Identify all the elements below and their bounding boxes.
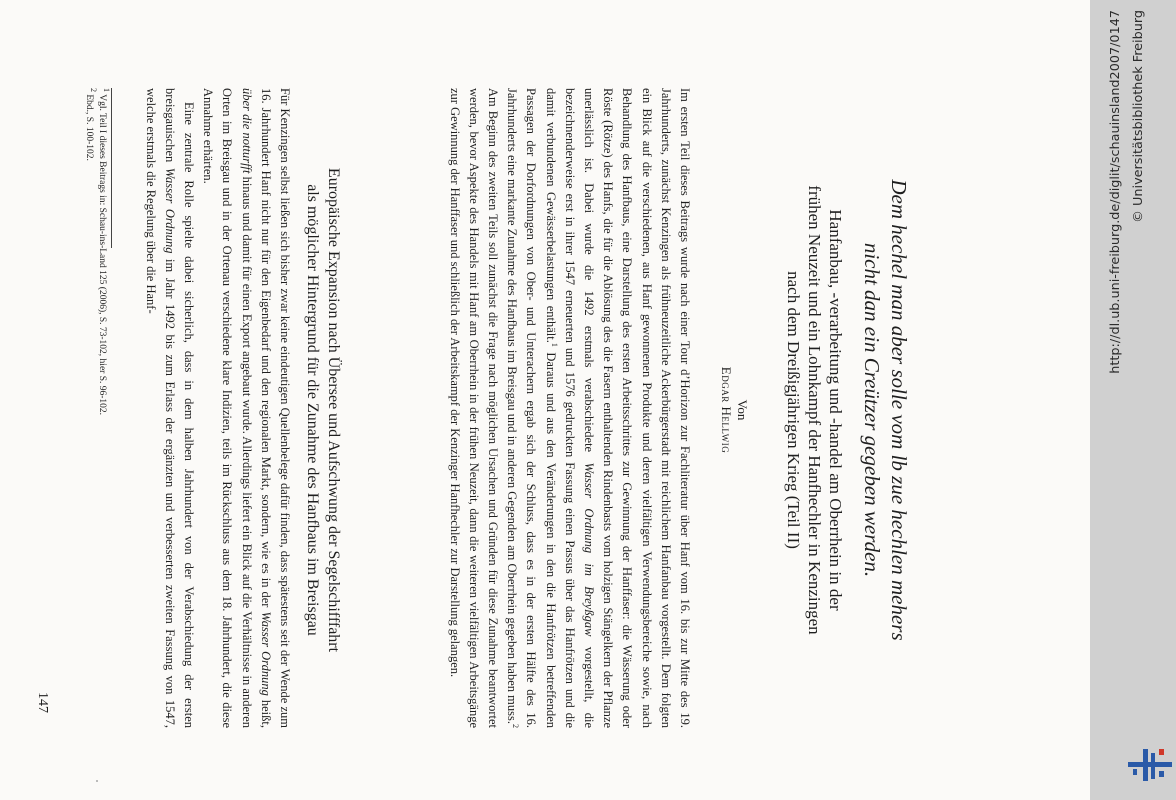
footnote-text: Ebd., S. 100-102. bbox=[84, 94, 95, 161]
library-margin bbox=[1090, 0, 1176, 800]
paragraph-text: Daraus und aus den Veränderungen in den die Hanfrötzen betreffenden Passagen der Dorfordnungen von Ober- und Unterachern ergab sich der Schluss, dass es in der ersten Hälfte des 16. Jahrhunderts eine markante Zunahme des Hanfbaus im Breisgau und in anderen Gegenden am Oberrhein gegeben haben muss. bbox=[505, 88, 558, 728]
footnote-marker: 2 bbox=[511, 724, 521, 728]
footnote-divider bbox=[111, 88, 112, 248]
paragraph-text: Eine zentrale Rolle spielte dabei sicherlich, dass in dem halben Jahrhundert von der Verabschiedung der ersten breisgauischen bbox=[162, 88, 196, 728]
footnote-marker: 1 bbox=[549, 342, 559, 347]
footnote-number: 1 bbox=[102, 88, 112, 92]
footnote-text: Vgl. Teil I dieses Beitrags in: Schau-ins-Land 125 (2006), S. 73-102, hier S. 96-102. bbox=[97, 94, 107, 416]
footnote-number: 2 bbox=[89, 88, 99, 92]
paragraph-text: vorgestellt, die bezeichnenderweise erst in ihrer 1547 erneuerten und 1576 gedruckten Fassung einen Passus über das Hanfrötzen und die damit verbundenen Gewässerbelastungen enthält. bbox=[543, 88, 596, 729]
section-heading bbox=[302, 100, 344, 720]
subtitle-line: Hanfanbau, -verarbeitung und -handel am Oberrhein in der bbox=[826, 209, 845, 611]
article-title bbox=[858, 90, 912, 730]
body-paragraph-intro bbox=[444, 88, 694, 728]
page-number: 147 bbox=[35, 692, 50, 713]
italic-text: Wasser Ordnung bbox=[162, 167, 177, 254]
library-logo-icon bbox=[1128, 745, 1172, 790]
heading-line: als möglicher Hintergrund für die Zunahme des Hanfbaus im Breisgau bbox=[304, 184, 321, 636]
paragraph-text: hinaus und damit für einen Export angebaut wurde. Allerdings liefert ein Blick auf die Verhältnisse in anderen Orten im Breisgau und in der Ortenau verschiedene klare Indizien, teils im Rückschluss aus dem 18. Jahrhundert, die diese Annahme erhärten. bbox=[201, 88, 254, 728]
body-paragraph bbox=[140, 88, 198, 728]
paragraph-text: Für Kenzingen selbst ließen sich bisher zwar keine eindeutigen Quellenbelege dafür finden, dass spätestens seit der Wende zum 16. Jahrhundert Hanf nicht nur für den Eigenbedarf und den regionalen Markt, sondern, wie es in der bbox=[258, 88, 292, 728]
italic-text: Wasser Ordnung im Breyßgaw bbox=[581, 462, 596, 637]
paragraph-text: im Jahr 1492 bis zum Erlass der ergänzten und verbesserten zweiten Fassung von 1547, welche erstmals die Regelung über die Hanf- bbox=[143, 88, 177, 729]
byline bbox=[718, 200, 750, 620]
subtitle-line: frühen Neuzeit und ein Lohnkampf der Hanfhechler in Kenzingen bbox=[805, 185, 824, 635]
footnote bbox=[83, 88, 99, 728]
paragraph-text: Im ersten Teil dieses Beitrags wurde nach einer Tour d’Horizon zur Fachliteratur über Hanf vom 16. bis zur Mitte des 19. Jahrhunderts, zunächst Kenzingen als frühneuzeitliche Ackerbürgerstadt mit reichlichem Hanfanbau vorgestellt. Dem folgten ein Blick auf die verschiedenen, aus Hanf gewonnenen Produkte und deren vielfältigen Verwendungsbereiche sowie, nach Behandlung des Hanfbaus, eine Darstellung des ersten Arbeitsschrittes zur Gewinnung der Hanffaser: die Wässerung oder Röste (Rötze) des Hanfs, die für die Ablösung des die Fasern enthaltenden Rindenbasts vom holzigen Stängelkern der Pflanze unerlässlich ist. Dabei wurde die 1492 erstmals verabschiedete bbox=[581, 88, 692, 728]
source-url-link[interactable]: http://dl.ub.uni-freiburg.de/diglit/schauinsland2007/0147 bbox=[1108, 10, 1123, 374]
author-name: Edgar Hellwig bbox=[719, 366, 734, 454]
italic-text: über die notturfft bbox=[239, 88, 254, 174]
subtitle-line: nach dem Dreißigjährigen Krieg (Teil II) bbox=[784, 271, 803, 549]
body-paragraph bbox=[198, 88, 294, 728]
margin-text bbox=[1090, 0, 1176, 800]
copyright-notice: © Universitätsbibliothek Freiburg bbox=[1131, 10, 1146, 223]
footnotes bbox=[83, 88, 112, 728]
title-line: Dem hechel man aber solle vom lb zue hechlen mehers bbox=[887, 179, 911, 641]
italic-text: Wasser Ordnung bbox=[258, 611, 273, 696]
title-line: nicht dan ein Creützer gegeben werden. bbox=[860, 242, 884, 578]
article-subtitle bbox=[783, 110, 846, 710]
paragraph-text: Am Beginn des zweiten Teils soll zunächst die Frage nach möglichen Ursachen und Gründen für diese Zunahme beantwortet werden, bevor Aspekte des Handels mit Hanf am Oberrhein in der frühen Neuzeit, dann die weiteren vielfältigen Arbeitsgänge zur Gewinnung der Hanffaser und schließlich der Arbeitskampf der Kenzinger Hanfhechler zur Darstellung gelangen. bbox=[447, 88, 500, 728]
byline-von: Von bbox=[735, 399, 750, 421]
paragraph-text: heißt, bbox=[258, 695, 273, 728]
footnote bbox=[96, 88, 112, 728]
scan-speck bbox=[96, 780, 98, 782]
heading-line: Europäische Expansion nach Übersee und Aufschwung der Segelschifffahrt bbox=[325, 167, 342, 653]
